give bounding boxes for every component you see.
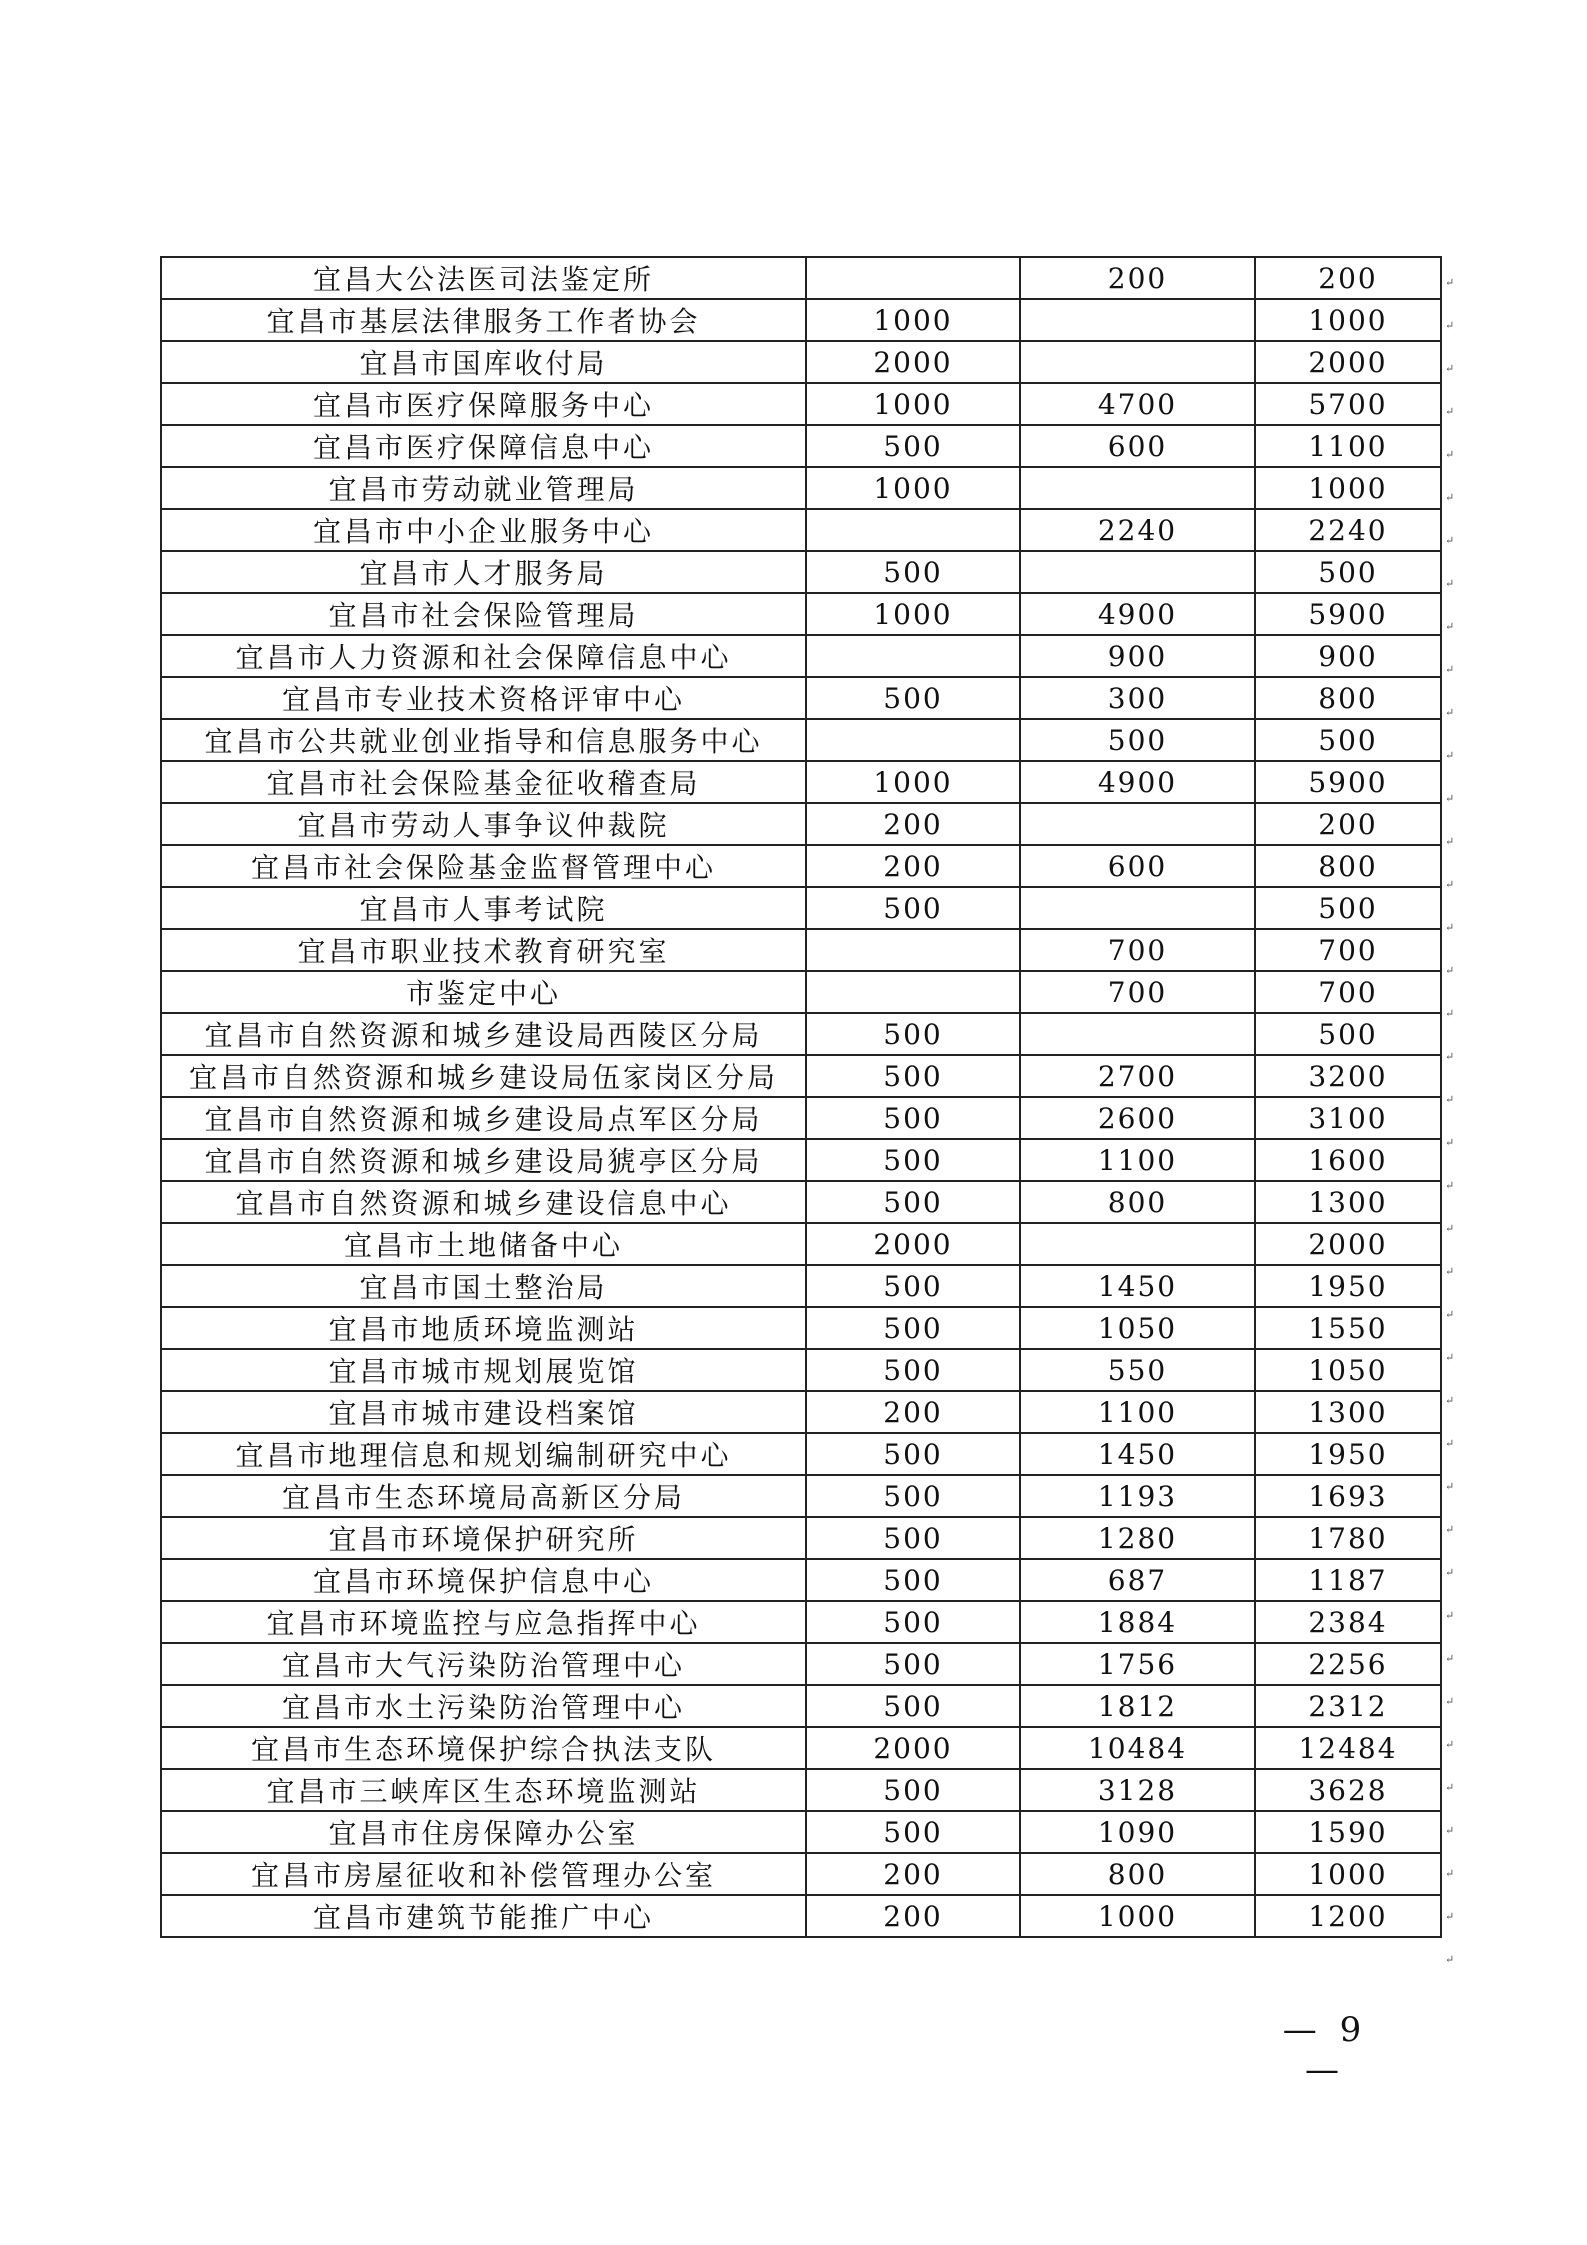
table-row — [161, 1265, 1441, 1307]
unit-name-cell: 宜昌市地质环境监测站 — [161, 1307, 806, 1349]
unit-name-cell: 宜昌市城市建设档案馆 — [161, 1391, 806, 1433]
amount-total-cell: 3200 — [1255, 1055, 1441, 1097]
paragraph-mark-icon: ↵ — [1445, 1953, 1455, 1966]
amount-b-cell: 1280 — [1020, 1517, 1255, 1559]
amount-total-cell: 1950 — [1255, 1265, 1441, 1307]
amount-a-cell: 1000 — [806, 761, 1020, 803]
amount-total-cell: 1200 — [1255, 1895, 1441, 1937]
table-body — [161, 257, 1441, 1937]
table-row — [161, 677, 1441, 719]
amount-a-cell: 500 — [806, 1685, 1020, 1727]
table-row — [161, 1349, 1441, 1391]
amount-b-cell: 900 — [1020, 635, 1255, 677]
paragraph-mark-icon: ↵ — [1445, 1136, 1455, 1149]
table-row — [161, 551, 1441, 593]
amount-a-cell: 500 — [806, 1601, 1020, 1643]
table-row — [161, 1433, 1441, 1475]
unit-name-cell: 宜昌市中小企业服务中心 — [161, 509, 806, 551]
paragraph-mark-icon: ↵ — [1445, 405, 1455, 418]
amount-total-cell: 2240 — [1255, 509, 1441, 551]
amount-b-cell — [1020, 1013, 1255, 1055]
table-row — [161, 1139, 1441, 1181]
amount-a-cell: 500 — [806, 551, 1020, 593]
amount-b-cell: 3128 — [1020, 1769, 1255, 1811]
paragraph-mark-icon: ↵ — [1445, 835, 1455, 848]
amount-b-cell — [1020, 299, 1255, 341]
paragraph-mark-icon: ↵ — [1445, 749, 1455, 762]
amount-b-cell — [1020, 803, 1255, 845]
table-row — [161, 257, 1441, 299]
amount-b-cell: 500 — [1020, 719, 1255, 761]
paragraph-mark-icon: ↵ — [1445, 448, 1455, 461]
paragraph-mark-icon: ↵ — [1445, 1308, 1455, 1321]
table-row — [161, 383, 1441, 425]
amount-a-cell: 1000 — [806, 593, 1020, 635]
table-row — [161, 1685, 1441, 1727]
paragraph-mark-icon: ↵ — [1445, 1566, 1455, 1579]
table-row — [161, 1181, 1441, 1223]
paragraph-mark-icon: ↵ — [1445, 1738, 1455, 1751]
table-row — [161, 341, 1441, 383]
amount-b-cell: 1450 — [1020, 1433, 1255, 1475]
amount-b-cell: 800 — [1020, 1181, 1255, 1223]
amount-b-cell: 4700 — [1020, 383, 1255, 425]
amount-a-cell: 1000 — [806, 467, 1020, 509]
paragraph-mark-icon: ↵ — [1445, 1394, 1455, 1407]
paragraph-mark-icon: ↵ — [1445, 491, 1455, 504]
amount-a-cell: 2000 — [806, 1727, 1020, 1769]
unit-name-cell: 宜昌市城市规划展览馆 — [161, 1349, 806, 1391]
unit-name-cell: 宜昌市专业技术资格评审中心 — [161, 677, 806, 719]
amount-total-cell: 800 — [1255, 845, 1441, 887]
table-row — [161, 1895, 1441, 1937]
unit-name-cell: 宜昌市地理信息和规划编制研究中心 — [161, 1433, 806, 1475]
amount-a-cell — [806, 719, 1020, 761]
unit-name-cell: 宜昌市自然资源和城乡建设局点军区分局 — [161, 1097, 806, 1139]
amount-total-cell: 500 — [1255, 887, 1441, 929]
table-row — [161, 1391, 1441, 1433]
table-row — [161, 887, 1441, 929]
paragraph-mark-icon: ↵ — [1445, 1781, 1455, 1794]
unit-name-cell: 宜昌市生态环境保护综合执法支队 — [161, 1727, 806, 1769]
table-row — [161, 1559, 1441, 1601]
amount-b-cell: 1090 — [1020, 1811, 1255, 1853]
amount-a-cell: 500 — [806, 425, 1020, 467]
unit-name-cell: 宜昌市社会保险基金监督管理中心 — [161, 845, 806, 887]
paragraph-mark-icon: ↵ — [1445, 1652, 1455, 1665]
table-row — [161, 425, 1441, 467]
amount-b-cell: 550 — [1020, 1349, 1255, 1391]
unit-name-cell: 宜昌市医疗保障信息中心 — [161, 425, 806, 467]
amount-b-cell: 10484 — [1020, 1727, 1255, 1769]
table-row — [161, 803, 1441, 845]
amount-a-cell: 500 — [806, 1307, 1020, 1349]
amount-total-cell: 5900 — [1255, 593, 1441, 635]
paragraph-mark-icon: ↵ — [1445, 1437, 1455, 1450]
amount-total-cell: 1000 — [1255, 467, 1441, 509]
amount-total-cell: 3100 — [1255, 1097, 1441, 1139]
amount-total-cell: 1693 — [1255, 1475, 1441, 1517]
amount-a-cell: 500 — [806, 1559, 1020, 1601]
amount-b-cell: 300 — [1020, 677, 1255, 719]
paragraph-mark-icon: ↵ — [1445, 1867, 1455, 1880]
amount-total-cell: 500 — [1255, 1013, 1441, 1055]
table-row — [161, 761, 1441, 803]
table-row — [161, 299, 1441, 341]
amount-a-cell: 500 — [806, 1811, 1020, 1853]
table-row — [161, 1517, 1441, 1559]
unit-name-cell: 宜昌市房屋征收和补偿管理办公室 — [161, 1853, 806, 1895]
amount-total-cell: 12484 — [1255, 1727, 1441, 1769]
paragraph-mark-icon: ↵ — [1445, 276, 1455, 289]
amount-total-cell: 1050 — [1255, 1349, 1441, 1391]
amount-total-cell: 1100 — [1255, 425, 1441, 467]
unit-name-cell: 宜昌市人力资源和社会保障信息中心 — [161, 635, 806, 677]
unit-name-cell: 宜昌大公法医司法鉴定所 — [161, 257, 806, 299]
unit-name-cell: 宜昌市社会保险管理局 — [161, 593, 806, 635]
table-row — [161, 593, 1441, 635]
amount-a-cell: 500 — [806, 1349, 1020, 1391]
amount-a-cell: 500 — [806, 1265, 1020, 1307]
amount-a-cell — [806, 257, 1020, 299]
amount-a-cell — [806, 509, 1020, 551]
table-row — [161, 1307, 1441, 1349]
unit-name-cell: 宜昌市医疗保障服务中心 — [161, 383, 806, 425]
amount-total-cell: 1550 — [1255, 1307, 1441, 1349]
amount-a-cell: 500 — [806, 1139, 1020, 1181]
amount-a-cell: 200 — [806, 1853, 1020, 1895]
amount-b-cell: 2600 — [1020, 1097, 1255, 1139]
table-row — [161, 509, 1441, 551]
amount-total-cell: 2000 — [1255, 341, 1441, 383]
unit-name-cell: 宜昌市环境保护研究所 — [161, 1517, 806, 1559]
paragraph-mark-icon: ↵ — [1445, 1480, 1455, 1493]
paragraph-mark-icon: ↵ — [1445, 577, 1455, 590]
table-row — [161, 1055, 1441, 1097]
amount-a-cell: 500 — [806, 1517, 1020, 1559]
page-number: — 9 — — [1282, 2010, 1368, 2090]
amount-total-cell: 1300 — [1255, 1181, 1441, 1223]
amount-b-cell: 687 — [1020, 1559, 1255, 1601]
unit-name-cell: 宜昌市生态环境局高新区分局 — [161, 1475, 806, 1517]
paragraph-mark-icon: ↵ — [1445, 1222, 1455, 1235]
paragraph-mark-icon: ↵ — [1445, 362, 1455, 375]
amount-b-cell: 4900 — [1020, 761, 1255, 803]
amount-total-cell: 3628 — [1255, 1769, 1441, 1811]
amount-total-cell: 5900 — [1255, 761, 1441, 803]
unit-name-cell: 宜昌市建筑节能推广中心 — [161, 1895, 806, 1937]
unit-name-cell: 宜昌市大气污染防治管理中心 — [161, 1643, 806, 1685]
unit-name-cell: 宜昌市水土污染防治管理中心 — [161, 1685, 806, 1727]
amount-total-cell: 1780 — [1255, 1517, 1441, 1559]
amount-total-cell: 1590 — [1255, 1811, 1441, 1853]
amount-total-cell: 1000 — [1255, 1853, 1441, 1895]
paragraph-mark-icon: ↵ — [1445, 1523, 1455, 1536]
amount-total-cell: 800 — [1255, 677, 1441, 719]
amount-b-cell: 1050 — [1020, 1307, 1255, 1349]
paragraph-mark-icon: ↵ — [1445, 1007, 1455, 1020]
amount-b-cell — [1020, 467, 1255, 509]
amount-total-cell: 700 — [1255, 929, 1441, 971]
amount-b-cell: 1812 — [1020, 1685, 1255, 1727]
unit-name-cell: 宜昌市国库收付局 — [161, 341, 806, 383]
amount-total-cell: 2256 — [1255, 1643, 1441, 1685]
amount-total-cell: 2000 — [1255, 1223, 1441, 1265]
amount-a-cell: 500 — [806, 1181, 1020, 1223]
amount-a-cell — [806, 929, 1020, 971]
amount-a-cell: 500 — [806, 1433, 1020, 1475]
table-row — [161, 1727, 1441, 1769]
amount-a-cell: 500 — [806, 1643, 1020, 1685]
amount-total-cell: 900 — [1255, 635, 1441, 677]
amount-b-cell: 600 — [1020, 845, 1255, 887]
table-row — [161, 1601, 1441, 1643]
unit-name-cell: 宜昌市职业技术教育研究室 — [161, 929, 806, 971]
amount-b-cell: 600 — [1020, 425, 1255, 467]
amount-a-cell: 500 — [806, 677, 1020, 719]
unit-name-cell: 宜昌市环境保护信息中心 — [161, 1559, 806, 1601]
paragraph-mark-icon: ↵ — [1445, 534, 1455, 547]
table-row — [161, 1475, 1441, 1517]
table-row — [161, 635, 1441, 677]
amount-b-cell: 2700 — [1020, 1055, 1255, 1097]
paragraph-mark-icon: ↵ — [1445, 1351, 1455, 1364]
amount-a-cell: 500 — [806, 1475, 1020, 1517]
paragraph-mark-icon: ↵ — [1445, 921, 1455, 934]
table-row — [161, 971, 1441, 1013]
amount-b-cell — [1020, 341, 1255, 383]
unit-name-cell: 宜昌市社会保险基金征收稽查局 — [161, 761, 806, 803]
unit-name-cell: 宜昌市住房保障办公室 — [161, 1811, 806, 1853]
table-row — [161, 845, 1441, 887]
amount-b-cell: 1100 — [1020, 1391, 1255, 1433]
table-row — [161, 1853, 1441, 1895]
paragraph-mark-icon: ↵ — [1445, 1050, 1455, 1063]
paragraph-mark-icon: ↵ — [1445, 878, 1455, 891]
table-row — [161, 719, 1441, 761]
paragraph-mark-icon: ↵ — [1445, 792, 1455, 805]
amount-a-cell — [806, 635, 1020, 677]
amount-total-cell: 200 — [1255, 803, 1441, 845]
paragraph-mark-icon: ↵ — [1445, 1609, 1455, 1622]
table-row — [161, 929, 1441, 971]
paragraph-mark-icon: ↵ — [1445, 663, 1455, 676]
amount-a-cell — [806, 971, 1020, 1013]
unit-name-cell: 宜昌市公共就业创业指导和信息服务中心 — [161, 719, 806, 761]
amount-a-cell: 500 — [806, 887, 1020, 929]
amount-a-cell: 200 — [806, 1895, 1020, 1937]
amount-b-cell: 800 — [1020, 1853, 1255, 1895]
table-row — [161, 467, 1441, 509]
amount-a-cell: 500 — [806, 1055, 1020, 1097]
amount-b-cell: 200 — [1020, 257, 1255, 299]
table-row — [161, 1811, 1441, 1853]
unit-name-cell: 宜昌市三峡库区生态环境监测站 — [161, 1769, 806, 1811]
table-row — [161, 1769, 1441, 1811]
unit-name-cell: 宜昌市国土整治局 — [161, 1265, 806, 1307]
amount-a-cell: 200 — [806, 1391, 1020, 1433]
amount-total-cell: 1300 — [1255, 1391, 1441, 1433]
table-row — [161, 1223, 1441, 1265]
unit-name-cell: 宜昌市人才服务局 — [161, 551, 806, 593]
amount-b-cell: 1100 — [1020, 1139, 1255, 1181]
unit-name-cell: 宜昌市人事考试院 — [161, 887, 806, 929]
paragraph-mark-icon: ↵ — [1445, 1695, 1455, 1708]
amount-a-cell: 500 — [806, 1769, 1020, 1811]
amount-b-cell: 1450 — [1020, 1265, 1255, 1307]
amount-b-cell: 700 — [1020, 971, 1255, 1013]
amount-b-cell: 1884 — [1020, 1601, 1255, 1643]
amount-b-cell: 700 — [1020, 929, 1255, 971]
table-row — [161, 1643, 1441, 1685]
amount-a-cell: 200 — [806, 845, 1020, 887]
table-row — [161, 1013, 1441, 1055]
amount-b-cell: 2240 — [1020, 509, 1255, 551]
paragraph-mark-icon: ↵ — [1445, 319, 1455, 332]
paragraph-mark-icon: ↵ — [1445, 1265, 1455, 1278]
unit-name-cell: 宜昌市环境监控与应急指挥中心 — [161, 1601, 806, 1643]
paragraph-mark-icon: ↵ — [1445, 1910, 1455, 1923]
amount-total-cell: 1600 — [1255, 1139, 1441, 1181]
amount-total-cell: 1187 — [1255, 1559, 1441, 1601]
amount-a-cell: 200 — [806, 803, 1020, 845]
amount-total-cell: 1950 — [1255, 1433, 1441, 1475]
amount-b-cell: 1756 — [1020, 1643, 1255, 1685]
unit-name-cell: 宜昌市自然资源和城乡建设局西陵区分局 — [161, 1013, 806, 1055]
amount-b-cell — [1020, 551, 1255, 593]
amount-a-cell: 1000 — [806, 383, 1020, 425]
amount-total-cell: 1000 — [1255, 299, 1441, 341]
unit-name-cell: 宜昌市基层法律服务工作者协会 — [161, 299, 806, 341]
unit-name-cell: 宜昌市自然资源和城乡建设局猇亭区分局 — [161, 1139, 806, 1181]
amount-b-cell: 1193 — [1020, 1475, 1255, 1517]
amount-total-cell: 5700 — [1255, 383, 1441, 425]
unit-name-cell: 宜昌市土地储备中心 — [161, 1223, 806, 1265]
amount-a-cell: 500 — [806, 1013, 1020, 1055]
paragraph-mark-icon: ↵ — [1445, 1824, 1455, 1837]
unit-name-cell: 宜昌市劳动人事争议仲裁院 — [161, 803, 806, 845]
unit-name-cell: 宜昌市劳动就业管理局 — [161, 467, 806, 509]
allocation-table — [160, 256, 1442, 1938]
amount-a-cell: 500 — [806, 1097, 1020, 1139]
paragraph-mark-icon: ↵ — [1445, 1093, 1455, 1106]
paragraph-mark-icon: ↵ — [1445, 706, 1455, 719]
unit-name-cell: 宜昌市自然资源和城乡建设局伍家岗区分局 — [161, 1055, 806, 1097]
amount-a-cell: 2000 — [806, 1223, 1020, 1265]
amount-total-cell: 2312 — [1255, 1685, 1441, 1727]
paragraph-mark-icon: ↵ — [1445, 1179, 1455, 1192]
unit-name-cell: 宜昌市自然资源和城乡建设信息中心 — [161, 1181, 806, 1223]
amount-b-cell — [1020, 1223, 1255, 1265]
amount-total-cell: 2384 — [1255, 1601, 1441, 1643]
amount-b-cell: 1000 — [1020, 1895, 1255, 1937]
amount-total-cell: 700 — [1255, 971, 1441, 1013]
paragraph-mark-icon: ↵ — [1445, 620, 1455, 633]
paragraph-mark-icon: ↵ — [1445, 964, 1455, 977]
amount-b-cell — [1020, 887, 1255, 929]
unit-name-cell: 市鉴定中心 — [161, 971, 806, 1013]
table-row — [161, 1097, 1441, 1139]
amount-a-cell: 2000 — [806, 341, 1020, 383]
amount-b-cell: 4900 — [1020, 593, 1255, 635]
amount-a-cell: 1000 — [806, 299, 1020, 341]
amount-total-cell: 500 — [1255, 551, 1441, 593]
amount-total-cell: 500 — [1255, 719, 1441, 761]
amount-total-cell: 200 — [1255, 257, 1441, 299]
